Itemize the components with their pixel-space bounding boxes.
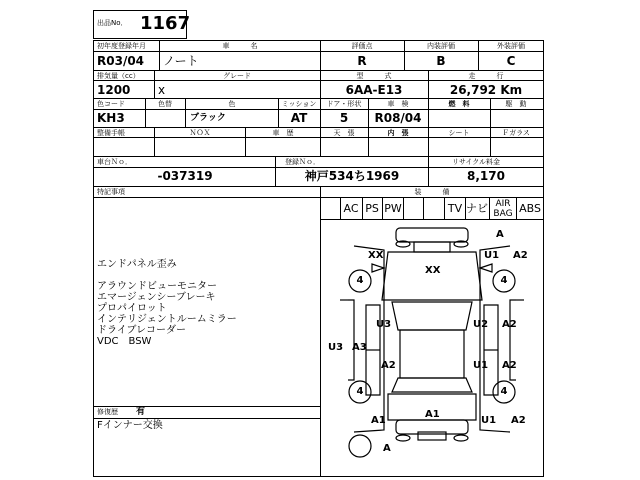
mission: AT	[290, 111, 308, 125]
exterior-score-label: 外装評価	[497, 42, 525, 50]
tire-code: 4	[356, 386, 364, 397]
roof-lining-label: 天 張	[333, 129, 355, 137]
evaluation-score: R	[357, 54, 367, 68]
note-line: VDC BSW	[97, 336, 152, 347]
seat-label: シート	[448, 129, 470, 137]
grade: x	[158, 83, 166, 97]
recycle-fee: 8,170	[467, 169, 505, 183]
damage-code: A1	[371, 415, 386, 426]
displacement-label: 排気量（cc）	[97, 72, 140, 80]
note-line: ドライブレコーダー	[97, 325, 186, 336]
color-change-label: 色替	[158, 100, 172, 108]
note-line: エマージェンシーブレーキ	[97, 292, 216, 303]
exterior-score: C	[506, 54, 516, 68]
damage-code: U1	[484, 250, 500, 261]
damage-code: U3	[328, 342, 344, 353]
notes-label: 特記事項	[97, 188, 125, 196]
damage-code: A	[496, 229, 504, 240]
maintenance-record-label: 整備手帳	[97, 129, 125, 137]
damage-code: XX	[368, 250, 384, 261]
fuel-label: 燃 料	[448, 100, 470, 108]
damage-code: U1	[481, 415, 497, 426]
door-label: ドア・形状	[326, 100, 362, 108]
damage-code: A2	[511, 415, 526, 426]
repair-history-value: 有	[136, 407, 146, 417]
note-line: インテリジェントルームミラー	[97, 314, 237, 325]
inspection-date: R08/04	[374, 111, 422, 125]
damage-code: A3	[352, 342, 367, 353]
chassis-label: 車台Ｎｏ．	[97, 158, 132, 166]
car-name-label: 車 名	[222, 42, 258, 50]
lot-number: 1167	[140, 13, 191, 34]
equip-airbag: AIR BAG	[493, 199, 513, 219]
chassis-number: -037319	[157, 169, 213, 183]
damage-code: A	[383, 443, 391, 454]
plate-number: 神戸534ち1969	[304, 169, 400, 183]
mileage-label: 走 行	[468, 72, 504, 80]
door-count: 5	[339, 111, 349, 125]
lot-label: 出品No．	[97, 19, 128, 27]
damage-code: A2	[381, 360, 396, 371]
damage-code: A2	[502, 360, 517, 371]
note-line: プロパイロット	[97, 303, 167, 314]
damage-code: U2	[473, 319, 489, 330]
notes-list	[97, 259, 317, 347]
damage-code: A2	[513, 250, 528, 261]
nox-label: ＮＯＸ	[189, 129, 211, 137]
equip-ac: AC	[343, 202, 359, 215]
recycle-label: リサイクル料金	[452, 158, 501, 166]
model-label: 型 式	[356, 72, 392, 80]
color-code-label: 色コード	[97, 100, 125, 108]
plate-label: 登録Ｎｏ．	[285, 158, 320, 166]
body-color: ブラック	[190, 113, 226, 123]
tire-code: 4	[500, 275, 508, 286]
year-label: 初年度登録年月	[97, 42, 146, 50]
drive-label: 駆 動	[505, 100, 527, 108]
front-glass-label: Ｆガラス	[502, 129, 530, 137]
equip-ps: PS	[365, 202, 379, 215]
mileage: 26,792 Km	[449, 83, 523, 97]
inspection-label: 車 検	[387, 100, 409, 108]
damage-code: A1	[425, 409, 440, 420]
displacement: 1200	[97, 83, 131, 97]
car-name: ノート	[163, 54, 199, 68]
repair-history-label: 修復歴	[97, 408, 118, 416]
damage-code: XX	[425, 265, 441, 276]
score-label: 評価点	[351, 42, 373, 50]
interior-score-label: 内装評価	[427, 42, 455, 50]
repair-note: Fインナー交換	[97, 420, 163, 431]
equip-navi: ナビ	[466, 202, 488, 215]
first-registration: R03/04	[97, 54, 145, 68]
damage-code: U3	[376, 319, 392, 330]
note-line: エンドパネル歪み	[97, 259, 177, 270]
mission-label: ミッション	[281, 100, 317, 108]
inner-lining-label: 内 張	[387, 129, 409, 137]
tire-code: 4	[356, 275, 364, 286]
note-line: アラウンドビューモニター	[97, 281, 217, 292]
car-diagram	[340, 228, 524, 457]
color-label: 色	[228, 100, 236, 108]
note-line	[97, 270, 317, 281]
model-code: 6AA-E13	[345, 83, 403, 97]
grade-label: グレード	[223, 72, 251, 80]
equipment-label: 装 備	[414, 188, 450, 196]
damage-code: A2	[502, 319, 517, 330]
damage-code: U1	[473, 360, 489, 371]
tire-code: 4	[500, 386, 508, 397]
interior-score: B	[436, 54, 446, 68]
equip-pw: PW	[384, 202, 402, 215]
color-code: KH3	[97, 111, 125, 125]
equip-tv: TV	[447, 202, 463, 215]
equip-abs: ABS	[519, 202, 541, 215]
car-history-label: 車 歴	[272, 129, 294, 137]
